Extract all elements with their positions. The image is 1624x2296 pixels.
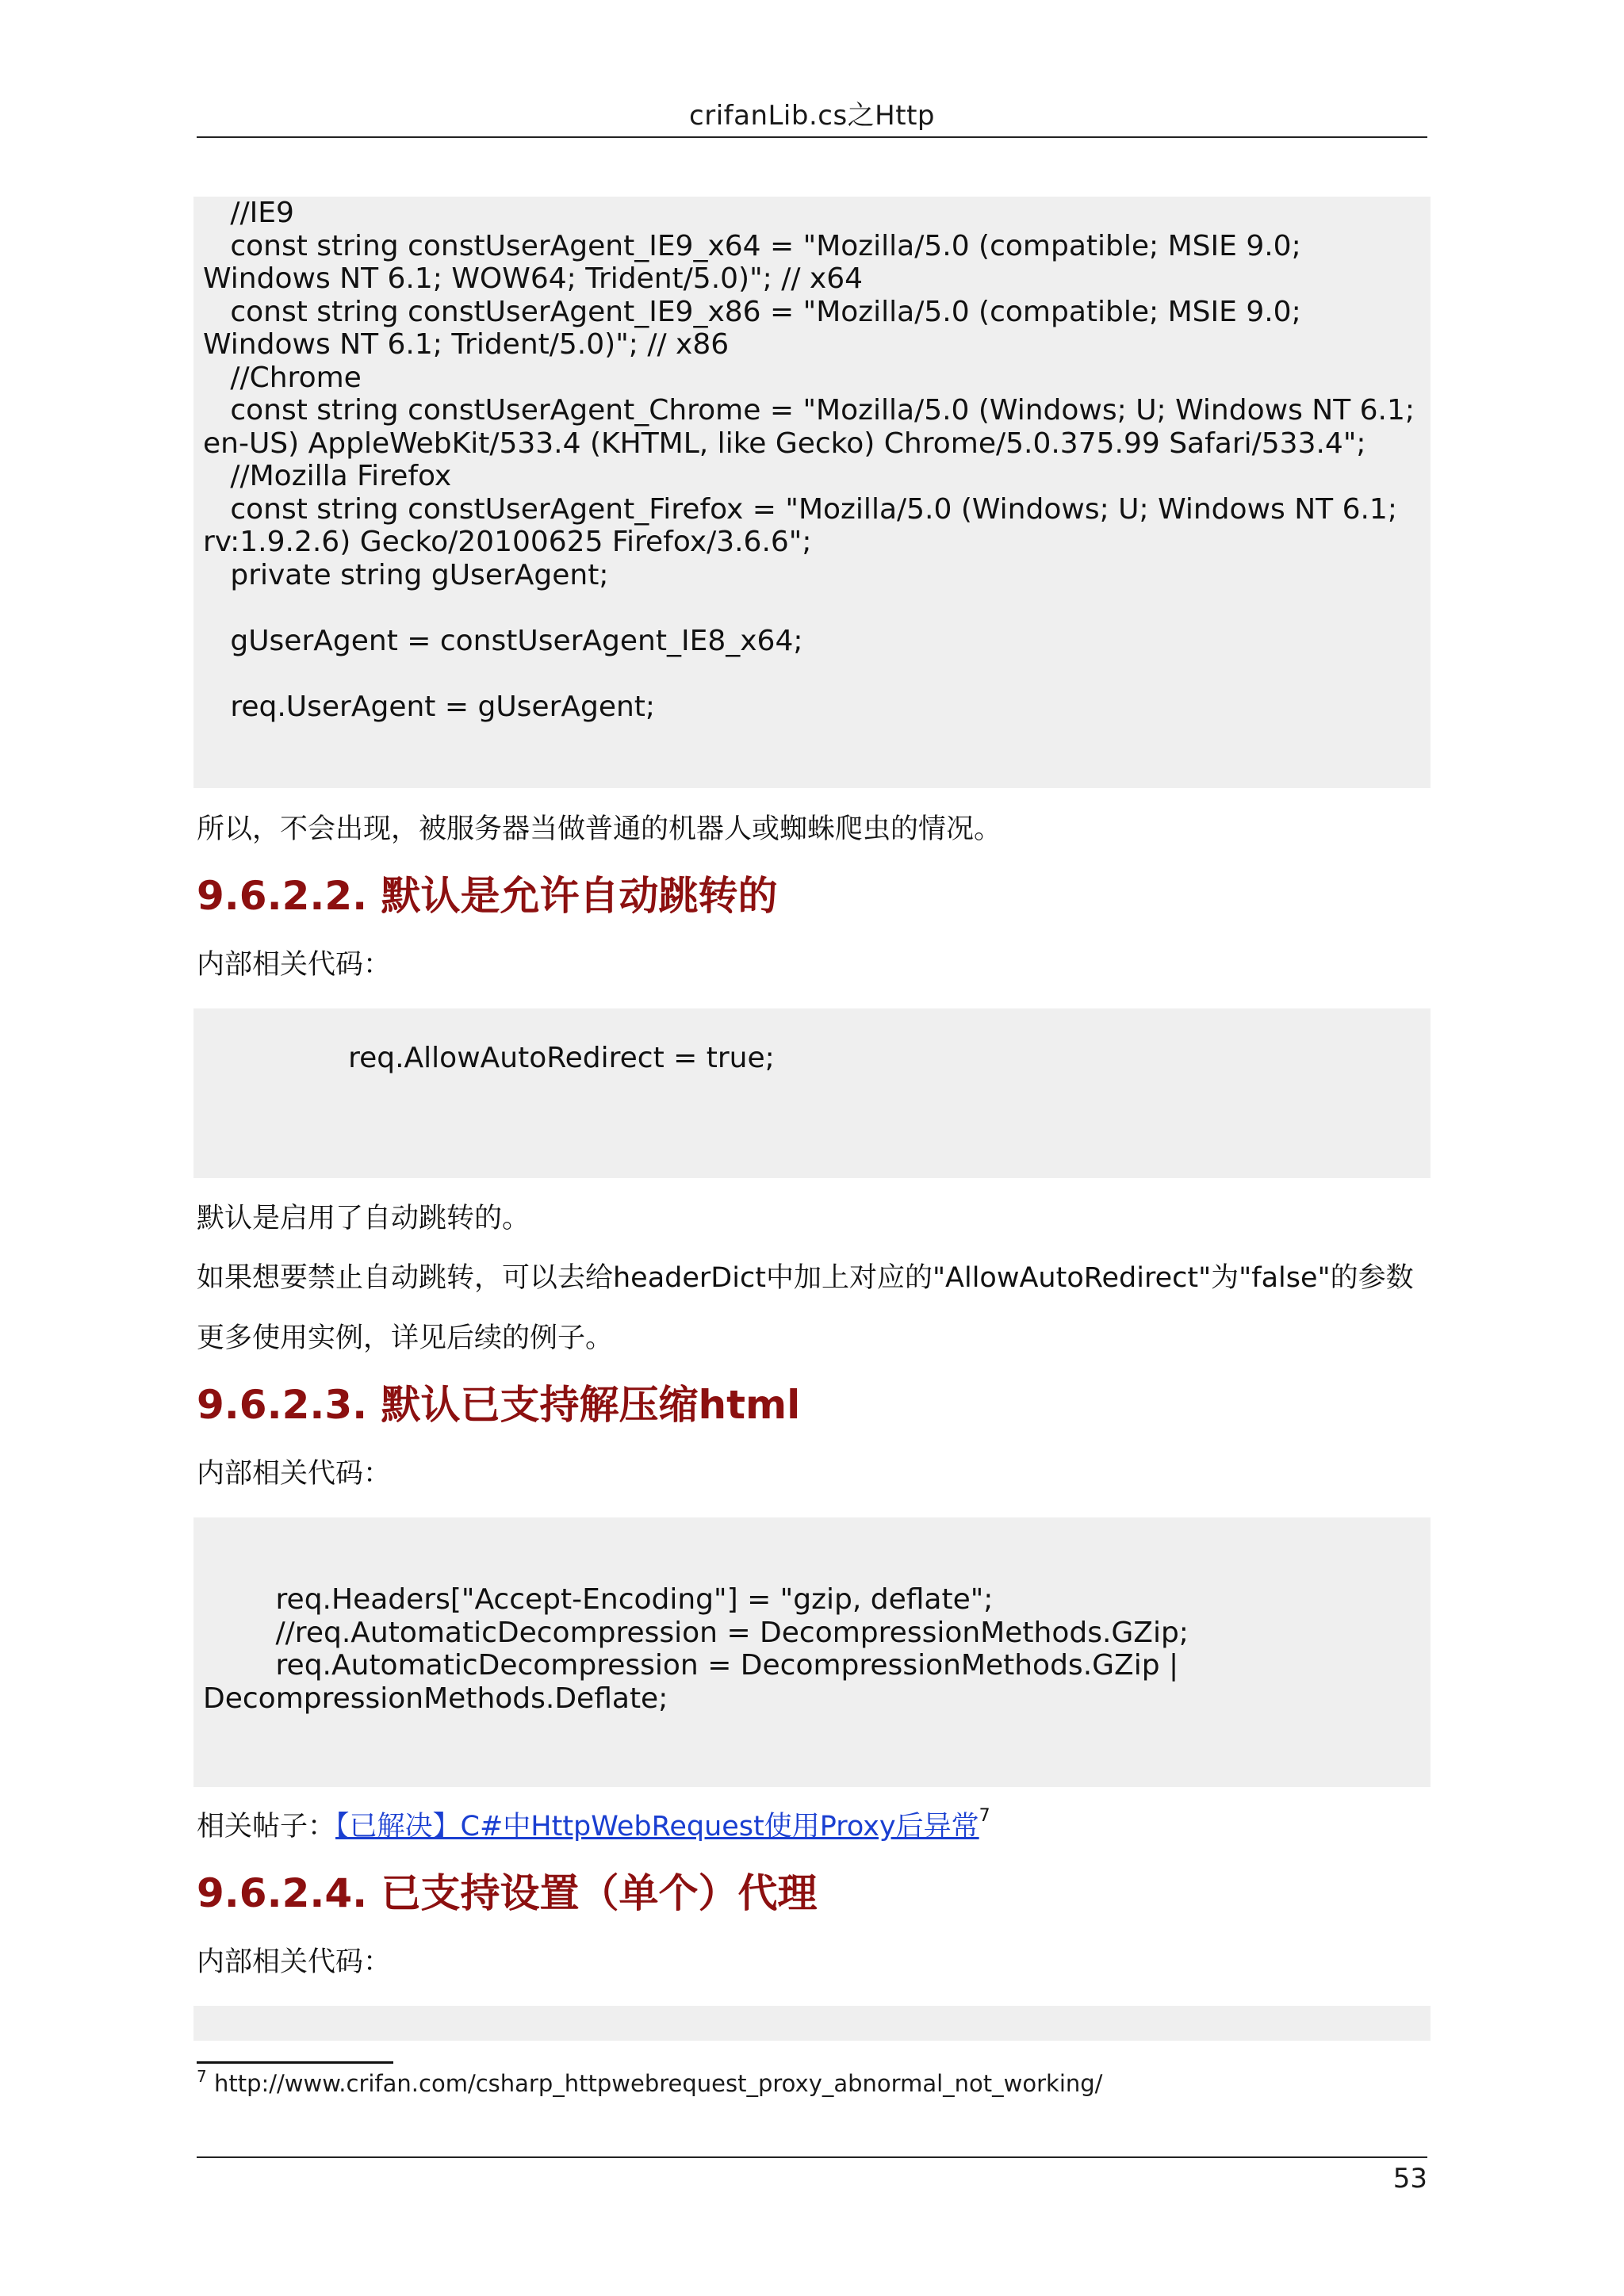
- footnote-number: 7: [197, 2067, 207, 2086]
- footnote-rule: [197, 2061, 393, 2064]
- code-block-decompression: req.Headers["Accept-Encoding"] = "gzip, deflate"; //req.AutomaticDecompression = DecompressionMethods.GZip; req.AutomaticDecompression = DecompressionMethods.GZip | DecompressionMethods.Deflate;: [193, 1517, 1431, 1787]
- paragraph-more-examples: 更多使用实例，详见后续的例子。: [197, 1322, 614, 1354]
- paragraph-redirect-default: 默认是启用了自动跳转的。: [197, 1203, 530, 1234]
- section-heading-decompress: 9.6.2.3. 默认已支持解压缩html: [197, 1382, 801, 1428]
- code-block-proxy-start: [193, 2006, 1431, 2041]
- footer-rule: [197, 2156, 1427, 2158]
- footnote-url[interactable]: http://www.crifan.com/csharp_httpwebrequest_proxy_abnormal_not_working/: [213, 2070, 1103, 2097]
- paragraph-disable-redirect: 如果想要禁止自动跳转，可以去给headerDict中加上对应的"AllowAutoRedirect"为"false"的参数: [197, 1262, 1414, 1294]
- running-header-title: crifanLib.cs之Http: [689, 100, 935, 132]
- related-post-link[interactable]: 【已解决】C#中HttpWebRequest使用Proxy后异常: [335, 1811, 979, 1843]
- paragraph-internal-code-label-3: 内部相关代码：: [197, 1946, 392, 1978]
- code-block-user-agent: //IE9 const string constUserAgent_IE9_x64 = "Mozilla/5.0 (compatible; MSIE 9.0; Windows NT 6.1; WOW64; Trident/5.0)"; // x64 const string constUserAgent_IE9_x86 = "Mozilla/5.0 (compatible; MSIE 9.0; Windows NT 6.1; Trident/5.0)"; // x86 //Chrome const string constUserAgent_Chrome = "Mozilla/5.0 (Windows; U; Windows NT 6.1; en-US) AppleWebKit/533.4 (KHTML, like Gecko) Chrome/5.0.375.99 Safari/533.4"; //Mozilla Firefox const string constUserAgent_Firefox = "Mozilla/5.0 (Windows; U; Windows NT 6.1; rv:1.9.2.6) Gecko/20100625 Firefox/3.6.6"; private string gUserAgent; gUserAgent = constUserAgent_IE8_x64; req.UserAgent = gUserAgent;: [193, 197, 1431, 788]
- paragraph-internal-code-label: 内部相关代码：: [197, 949, 392, 981]
- section-heading-proxy: 9.6.2.4. 已支持设置（单个）代理: [197, 1870, 818, 1916]
- paragraph-related-post: [197, 1806, 1427, 1844]
- footnote-ref[interactable]: 7: [979, 1806, 990, 1826]
- header-rule: [197, 136, 1427, 138]
- section-heading-auto-redirect: 9.6.2.2. 默认是允许自动跳转的: [197, 873, 778, 919]
- related-post-label: 相关帖子：: [197, 1811, 336, 1843]
- page-number: 53: [1392, 2163, 1427, 2195]
- footnote: [197, 2069, 1102, 2098]
- code-block-allow-auto-redirect: req.AllowAutoRedirect = true;: [193, 1008, 1431, 1178]
- paragraph-internal-code-label-2: 内部相关代码：: [197, 1458, 392, 1490]
- paragraph-no-robot: 所以，不会出现，被服务器当做普通的机器人或蜘蛛爬虫的情况。: [197, 813, 1002, 845]
